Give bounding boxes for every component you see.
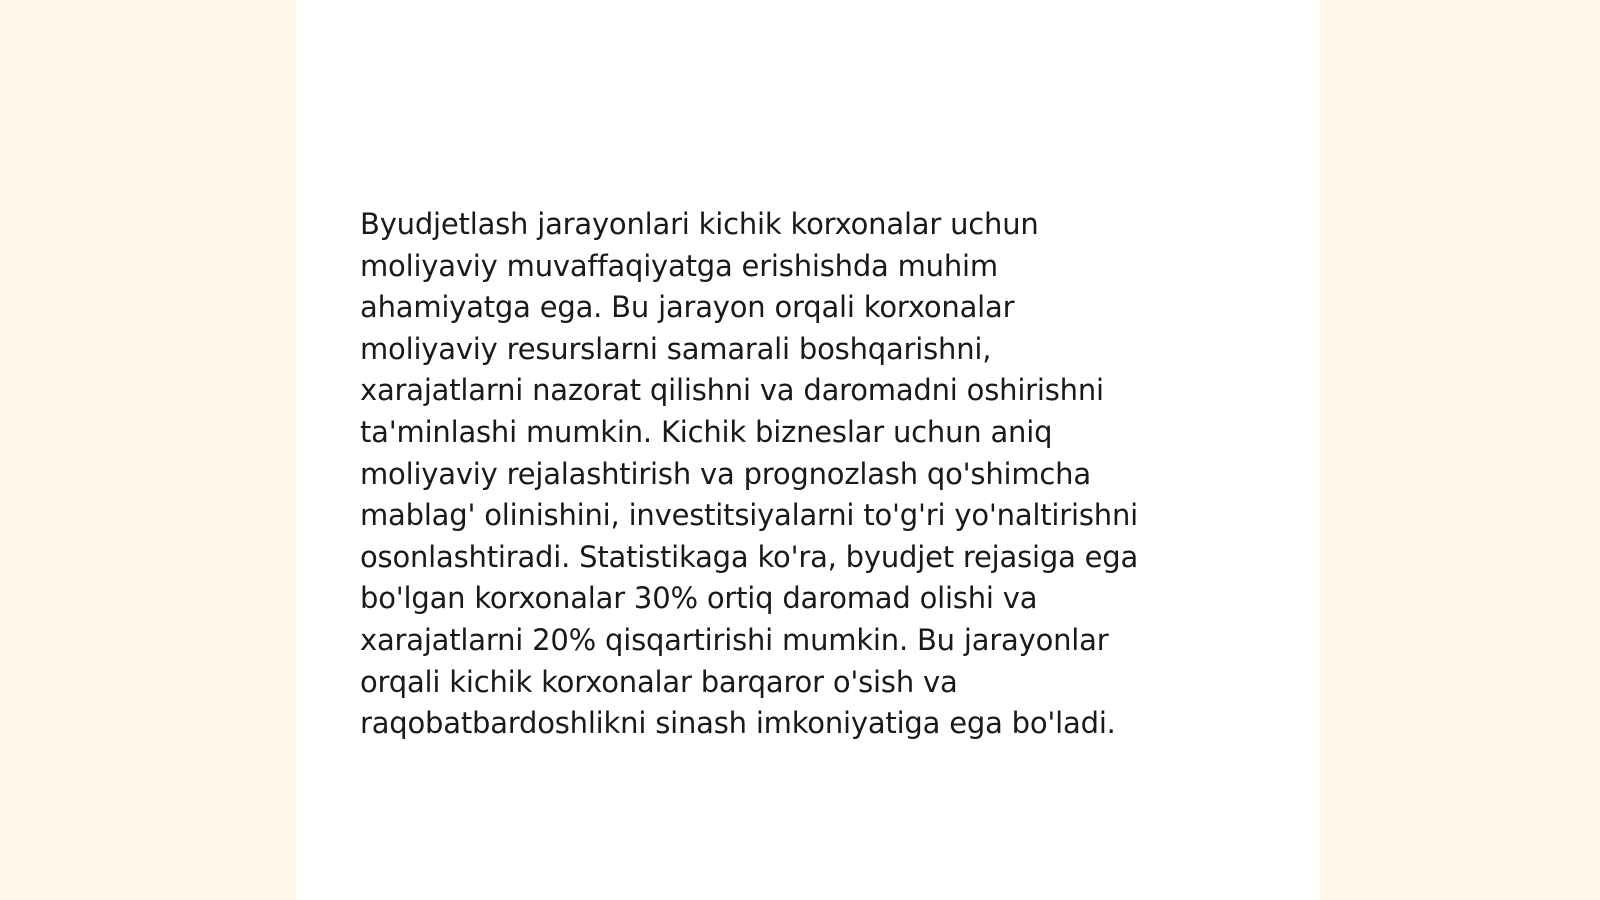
document-page <box>296 0 1320 900</box>
paragraph-line: ahamiyatga ega. Bu jarayon orqali korxonalar <box>360 290 1015 325</box>
paragraph-line: xarajatlarni nazorat qilishni va daromadni oshirishni <box>360 373 1104 408</box>
paragraph-line: moliyaviy rejalashtirish va prognozlash qo'shimcha <box>360 456 1091 491</box>
paragraph-line: moliyaviy resurslarni samarali boshqarishni, <box>360 331 992 366</box>
paragraph-line: orqali kichik korxonalar barqaror o'sish va <box>360 664 958 699</box>
paragraph-line: xarajatlarni 20% qisqartirishi mumkin. Bu jarayonlar <box>360 622 1109 657</box>
paragraph-line: Byudjetlash jarayonlari kichik korxonalar uchun <box>360 207 1039 241</box>
body-paragraph <box>360 204 1250 745</box>
paragraph-line: moliyaviy muvaffaqiyatga erishishda muhim <box>360 248 998 283</box>
paragraph-line: osonlashtiradi. Statistikaga ko'ra, byudjet rejasiga ega <box>360 539 1139 574</box>
paragraph-line: bo'lgan korxonalar 30% ortiq daromad olishi va <box>360 581 1038 616</box>
paragraph-line: raqobatbardoshlikni sinash imkoniyatiga ega bo'ladi. <box>360 706 1116 741</box>
paragraph-line: ta'minlashi mumkin. Kichik bizneslar uchun aniq <box>360 414 1053 449</box>
paragraph-line: mablag' olinishini, investitsiyalarni to'g'ri yo'naltirishni <box>360 498 1138 533</box>
